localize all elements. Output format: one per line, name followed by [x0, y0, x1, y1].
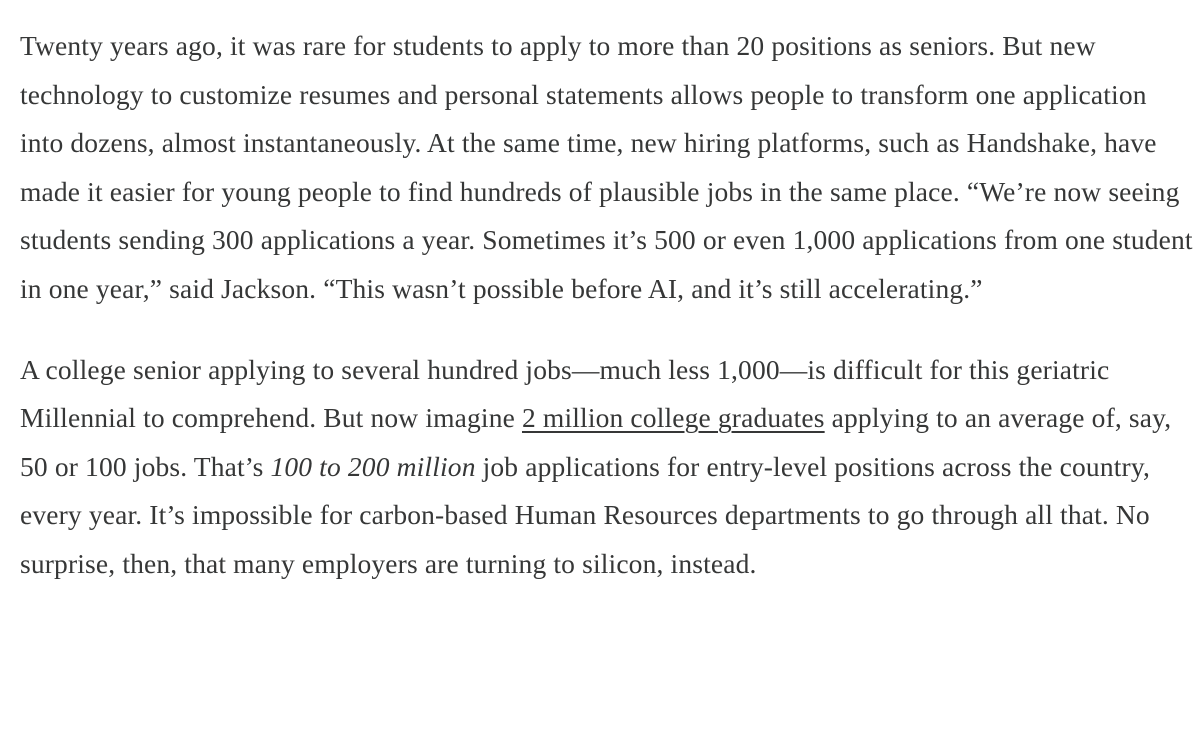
paragraph-2-text-end: job applications for entry-level positions across the country, every year. It’s impossible for carbon-based Human Resources departments to go through all that. No surprise, then, that many employers are turning to silicon, instead.	[20, 450, 1150, 579]
paragraph-1-text: Twenty years ago, it was rare for students to apply to more than 20 positions as seniors. But new technology to customize resumes and personal statements allows people to transform one application into dozens, almost instantaneously. At the same time, new hiring platforms, such as Handshake, have made it easier for young people to find hundreds of plausible jobs in the same place. “We’re now seeing students sending 300 applications a year. Sometimes it’s 500 or even 1,000 applications from one student in one year,” said Jackson. “This wasn’t possible before AI, and it’s still accelerating.”	[20, 30, 1193, 304]
paragraph-2-text-middle: applying to an average of, say, 50 or 100 jobs. That’s	[20, 402, 1172, 482]
article-body	[20, 22, 1195, 621]
paragraph-2	[20, 346, 1195, 589]
paragraph-1	[20, 22, 1195, 314]
paragraph-2-text-start: A college senior applying to several hundred jobs—much less 1,000—is difficult for this geriatric Millennial to comprehend. But now imagine	[20, 353, 1110, 434]
emphasized-figure: 100 to 200 million	[270, 450, 476, 482]
college-graduates-link[interactable]: 2 million college graduates	[521, 402, 825, 434]
